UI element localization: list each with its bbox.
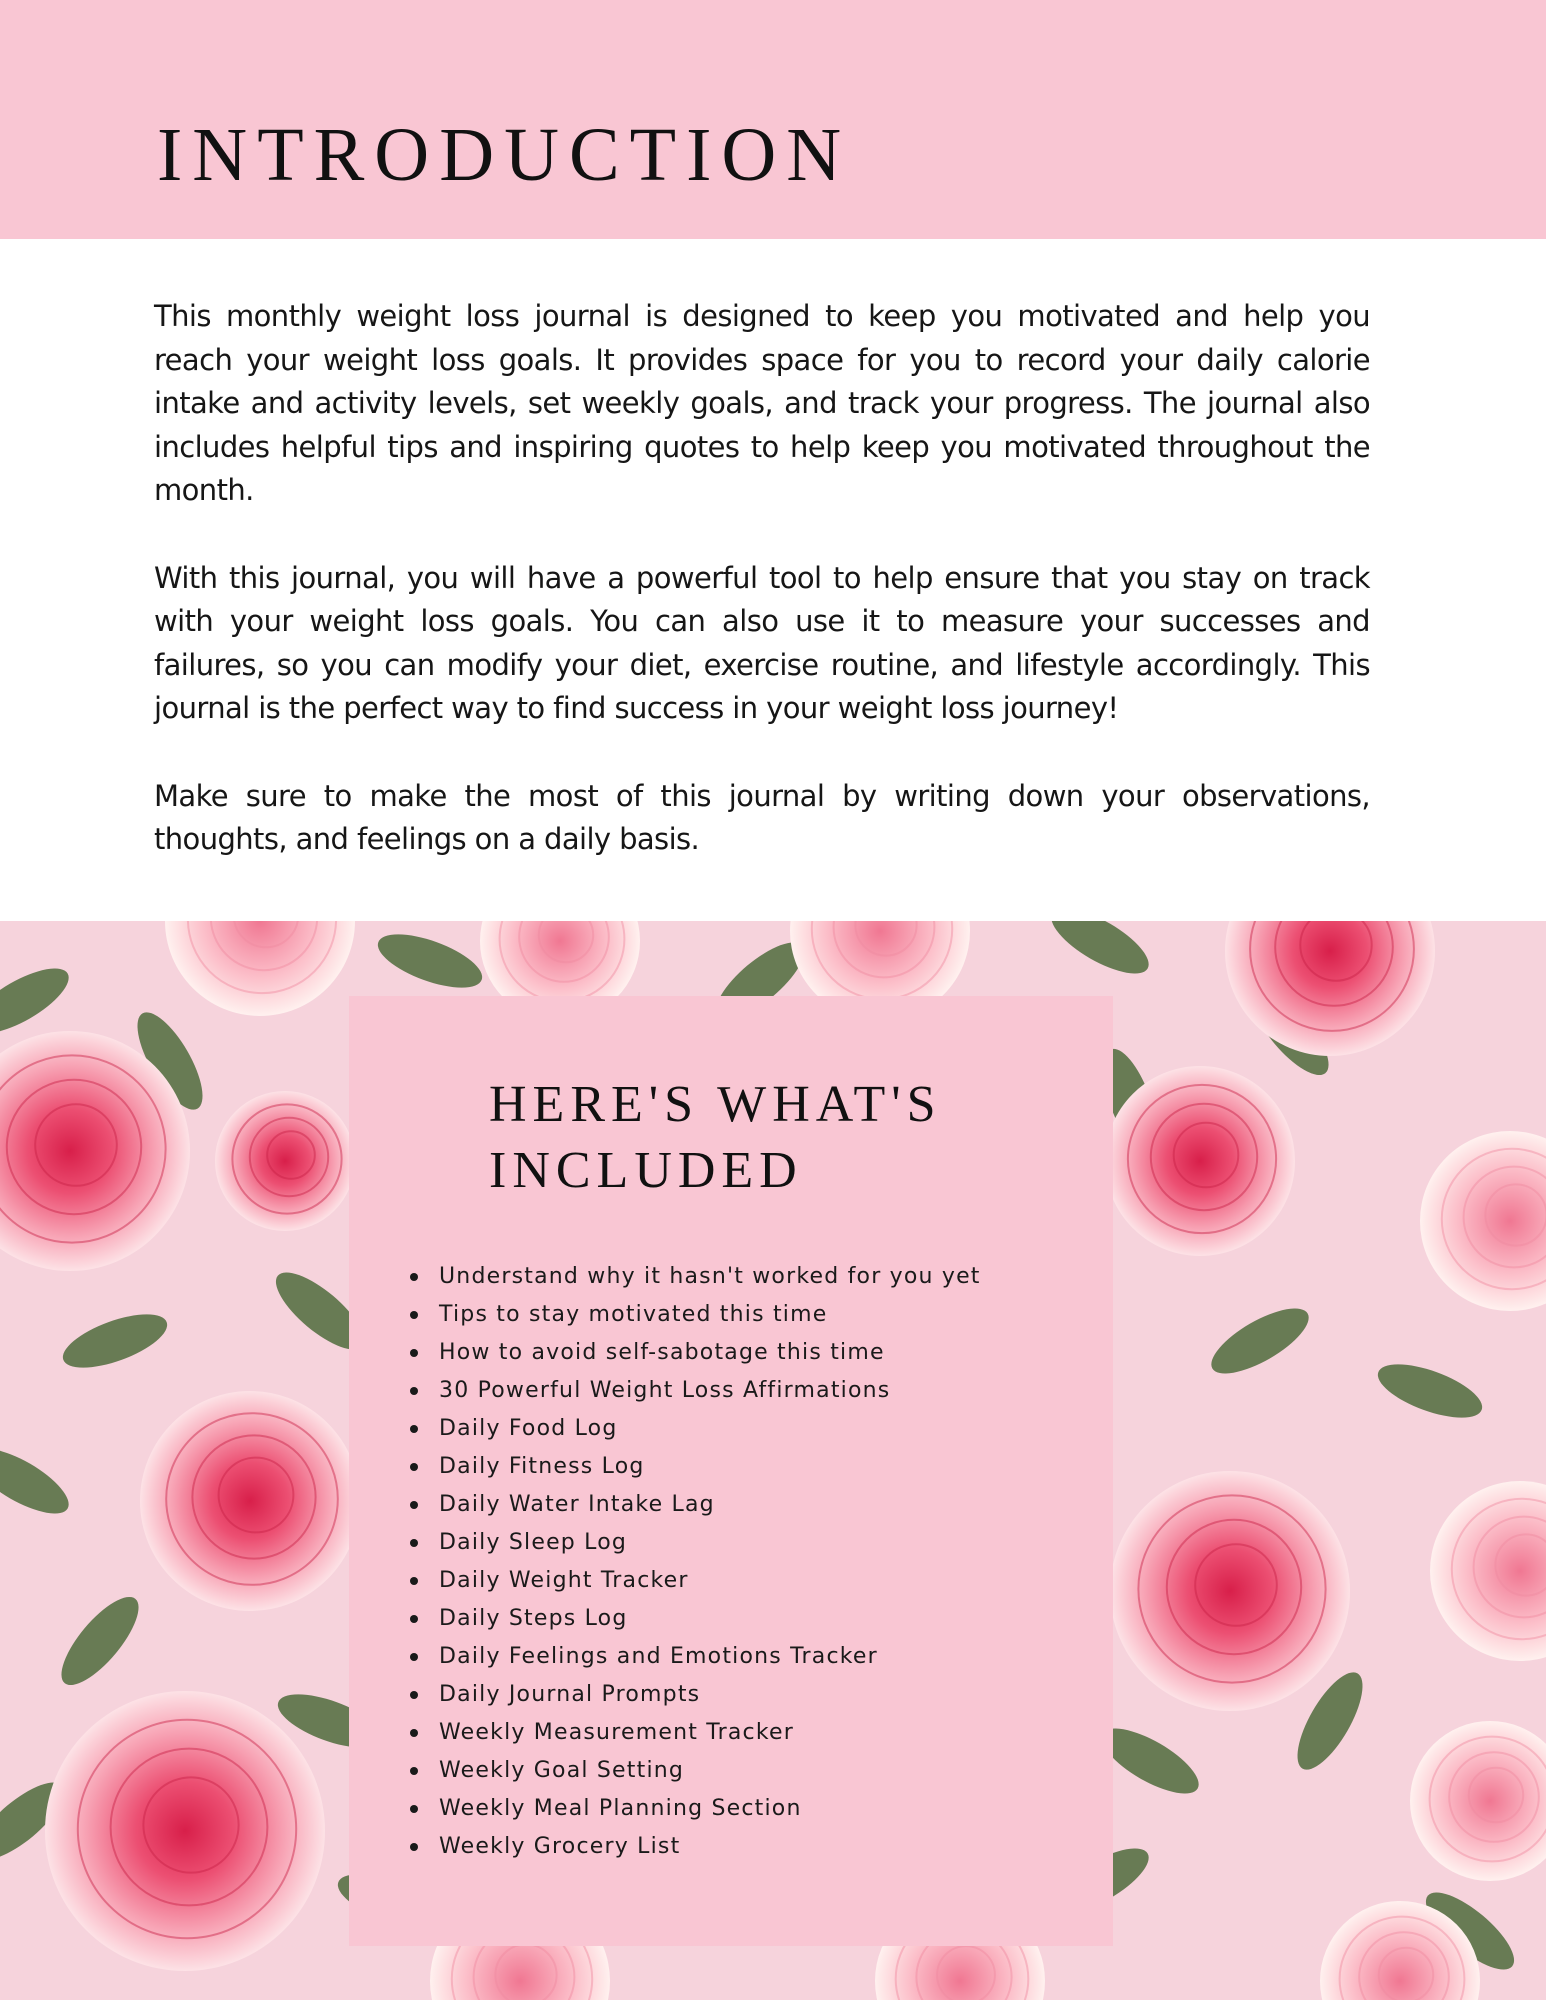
header-band [0, 0, 1546, 239]
included-list-item: 30 Powerful Weight Loss Affirmations [410, 1372, 981, 1410]
intro-paragraph-2: With this journal, you will have a powerful tool to help ensure that you stay on track with your weight loss goals. You can also use it to measure your successes and failures, so you can modify your diet, exercise routine, and lifestyle accordingly. This journal is the perfect way to find success in your weight loss journey! [154, 560, 1370, 725]
rose-shape [45, 1691, 325, 1971]
included-title [489, 1072, 1049, 1204]
included-list-item: Tips to stay motivated this time [410, 1296, 981, 1334]
intro-paragraph-1: This monthly weight loss journal is designed to keep you motivated and help you reach your weight loss goals. It provides space for you to record your daily calorie intake and activity levels, set weekly goals, and track your progress. The journal also includes helpful tips and inspiring quotes to help keep you motivated throughout the month. [154, 299, 1370, 507]
included-list-item: Daily Water Intake Lag [410, 1486, 981, 1524]
rose-shape [1110, 1471, 1350, 1711]
included-title-line-1: HERE'S WHAT'S [489, 1076, 942, 1133]
included-list-item: Daily Steps Log [410, 1600, 981, 1638]
included-list-item: Understand why it hasn't worked for you yet [410, 1258, 981, 1296]
page-title: INTRODUCTION [157, 113, 852, 197]
included-list-item: Weekly Meal Planning Section [410, 1790, 981, 1828]
intro-text [154, 295, 1370, 906]
included-list-item: Daily Sleep Log [410, 1524, 981, 1562]
included-list-item: Daily Journal Prompts [410, 1676, 981, 1714]
rose-shape [140, 1391, 360, 1611]
intro-paragraph-3: Make sure to make the most of this journal by writing down your observations, thoughts, and feelings on a daily basis. [154, 778, 1370, 856]
included-list-item: Daily Fitness Log [410, 1448, 981, 1486]
included-list-item: How to avoid self-sabotage this time [410, 1334, 981, 1372]
included-title-line-2: INCLUDED [489, 1142, 803, 1199]
included-card [349, 996, 1113, 1946]
included-list-item: Weekly Goal Setting [410, 1752, 981, 1790]
included-list-item: Weekly Measurement Tracker [410, 1714, 981, 1752]
included-list-item: Daily Food Log [410, 1410, 981, 1448]
included-list-item: Daily Feelings and Emotions Tracker [410, 1638, 981, 1676]
included-list-item: Weekly Grocery List [410, 1828, 981, 1866]
included-list-item: Daily Weight Tracker [410, 1562, 981, 1600]
rose-shape [1105, 1066, 1295, 1256]
rose-shape [215, 1091, 355, 1231]
included-list [410, 1258, 981, 1866]
